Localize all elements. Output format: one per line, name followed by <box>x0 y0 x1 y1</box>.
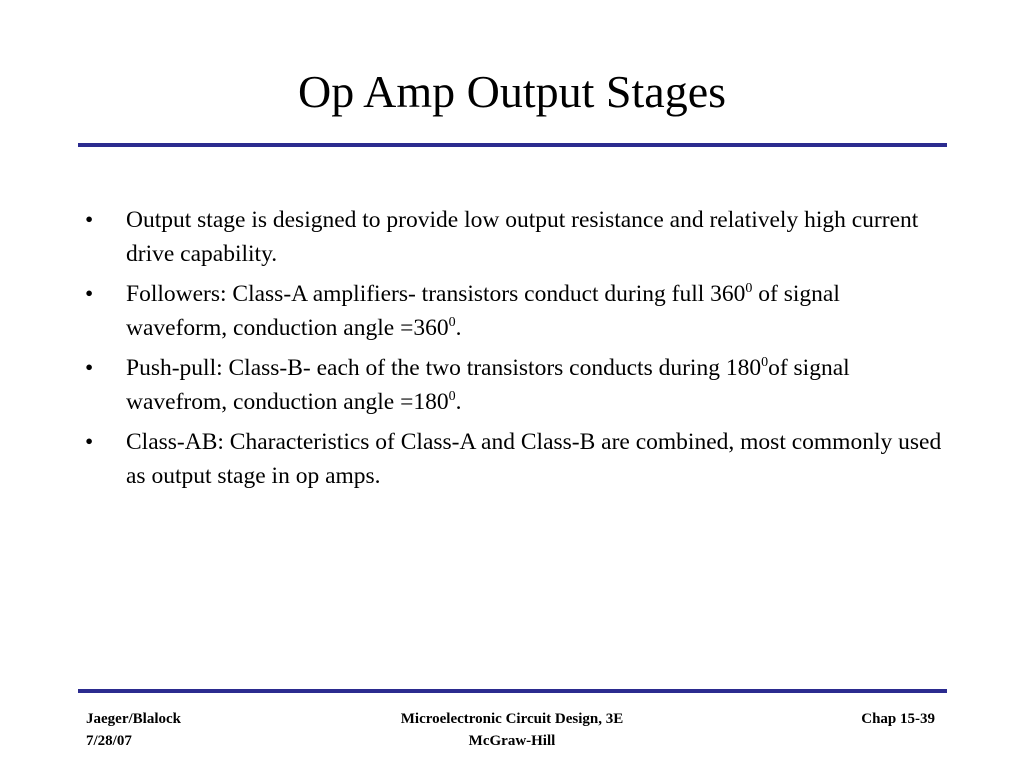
footer-publisher: McGraw-Hill <box>468 733 556 749</box>
degree-superscript: 0 <box>761 355 769 370</box>
footer-book-title: Microelectronic Circuit Design, 3E <box>400 711 624 727</box>
bullet-list <box>84 203 944 499</box>
bullet-text: of signal wavefrom, conduction angle =180 <box>126 355 850 415</box>
bullet-text: of signal waveform, conduction angle =360 <box>126 281 840 341</box>
bullet-dot-icon: • <box>85 207 94 233</box>
degree-superscript: 0 <box>448 315 456 330</box>
bullet-item <box>84 277 944 345</box>
footer-divider <box>78 689 947 693</box>
degree-superscript: 0 <box>448 389 456 404</box>
bullet-item <box>84 351 944 419</box>
footer-date: 7/28/07 <box>86 733 132 749</box>
bullet-text: Class-AB: Characteristics of Class-A and Class-B are combined, most commonly used as output stage in op amps. <box>126 429 942 489</box>
bullet-text: Push-pull: Class-B- each of the two transistors conducts during 180 <box>126 355 762 381</box>
bullet-text: Output stage is designed to provide low output resistance and relatively high current drive capability. <box>126 207 919 267</box>
bullet-item <box>84 203 944 271</box>
bullet-text: . <box>455 315 462 341</box>
slide-title: Op Amp Output Stages <box>297 66 727 117</box>
footer-right <box>735 708 935 730</box>
bullet-item <box>84 425 944 493</box>
degree-superscript: 0 <box>745 281 753 296</box>
title-divider <box>78 143 947 147</box>
bullet-dot-icon: • <box>85 355 94 381</box>
footer-chapter: Chap 15-39 <box>861 711 935 727</box>
bullet-text: Followers: Class-A amplifiers- transistors conduct during full 360 <box>126 281 746 307</box>
footer-center <box>312 708 712 752</box>
footer-authors: Jaeger/Blalock <box>86 711 181 727</box>
bullet-text: . <box>455 389 462 415</box>
bullet-dot-icon: • <box>85 429 94 455</box>
bullet-dot-icon: • <box>85 281 94 307</box>
footer-left <box>86 708 346 752</box>
